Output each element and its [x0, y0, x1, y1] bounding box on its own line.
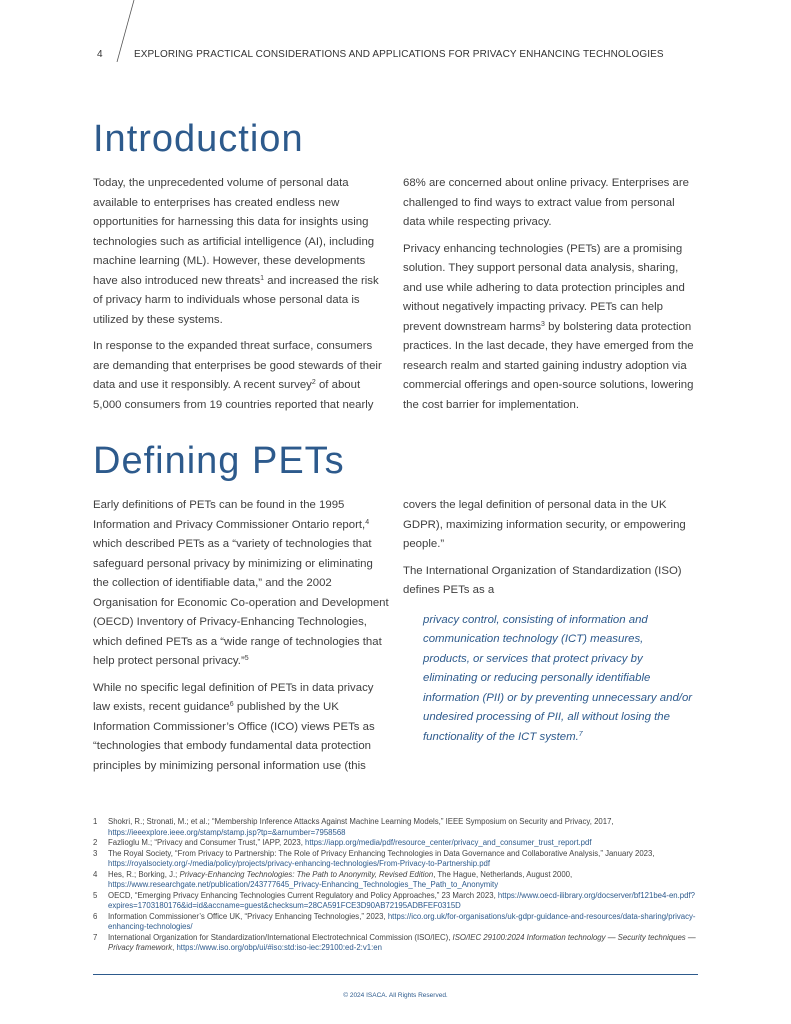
introduction-heading: Introduction — [93, 118, 304, 160]
intro-paragraph-2: In response to the expanded threat surface, consumers are demanding that enterprises be good stewards of their data and use it responsibly. A recent survey$^2$ of about 5,000 consumers from 19 countries reported that nearly — [93, 340, 382, 411]
page-number: 4 — [97, 49, 103, 60]
footnote-3: 3 The Royal Society, “From Privacy to Partnership: The Role of Privacy Enhancing Technologies in Data Governance and Collaborative Analysis,” January 2023, https://royalsociety.org/-/media/policy/projects/privacy-enhancing-technologies/From-Privacy-to-Partnership.pdf — [93, 848, 655, 868]
footnote-ref-2[interactable]: 2 — [311, 379, 316, 386]
intro-column-right — [403, 174, 699, 422]
footnote-7: 7 International Organization for Standardization/International Electrotechnical Commission (ISO/IEC), ISO/IEC 29100:2024 Information technology — Security techniques — Privacy framework, https://www.iso.org/obp/ui/#iso:std:iso-iec:29100:ed-2:v1:en — [93, 932, 696, 952]
footnote-4: 4 Hes, R.; Borking, J.; Privacy-Enhancing Technologies: The Path to Anonymity, Revised Edition, The Hague, Netherlands, August 2000, https://www.researchgate.net/publication/243777645_Privacy-Enhancing_Technologies_The_Path_to_Anonymity — [93, 869, 573, 889]
defining-column-right — [403, 496, 699, 747]
footnote-number: 2 — [93, 838, 98, 847]
footnote-ref-6[interactable]: 6 — [229, 701, 234, 708]
footnote-link[interactable]: https://ico.org.uk/for-organisations/uk-gdpr-guidance-and-resources/data-sharing/privacy-enhancing-technologies/ — [108, 911, 696, 931]
footnote-ref-3[interactable]: 3 — [541, 320, 545, 328]
footnote-number: 5 — [93, 890, 98, 900]
defining-paragraph-3: covers the legal definition of personal data in the UK GDPR), maximizing information security, or empowering people.” — [403, 499, 686, 550]
footnote-ref-1[interactable]: 1 — [260, 274, 265, 282]
footnote-ref-5[interactable]: 5 — [244, 655, 249, 662]
defining-pets-heading: Defining PETs — [93, 440, 345, 482]
defining-paragraph-1: Early definitions of PETs can be found in the 1995 Information and Privacy Commissioner Ontario report,$^4$ which described PETs as a “variety of technologies that safeguard personal privacy by minimizing or eliminating the collection of identifiable data,” and the 2002 Organisation for Economic Co-operation and Development (OECD) Inventory of Privacy-Enhancing Technologies, which defined PETs as a “wide range of technologies that help protect personal privacy.”$^5$ — [93, 499, 389, 667]
footnote-number: 1 — [93, 817, 98, 826]
footnote-link[interactable]: https://www.researchgate.net/publication/243777645_Privacy-Enhancing_Technologies_The_Path_to_Anonymity — [108, 880, 499, 889]
footnote-ref-7[interactable]: 7 — [578, 730, 583, 738]
footnote-5: 5 OECD, “Emerging Privacy Enhancing Technologies Current Regulatory and Policy Approaches,” 23 March 2023, https://www.oecd-ilibrary.org/docserver/bf121be4-en.pdf?expires=1703180176&id=id&accname=guest&checksum=28CA591FCE3D90AB72195ADBFEF0315D — [93, 890, 695, 910]
intro-paragraph-3: 68% are concerned about online privacy. Enterprises are challenged to find ways to extract value from personal data while respecting privacy. — [403, 177, 689, 228]
footnote-link[interactable]: https://www.iso.org/obp/ui/#iso:std:iso-iec:29100:ed-2:v1:en — [176, 943, 382, 952]
defining-paragraph-2: While no specific legal definition of PETs in data privacy law exists, recent guidance$^6$ published by the UK Information Commissioner’s Office (ICO) views PETs as “technologies that embody fundamental data protection principles by minimizing personal information use (this — [93, 681, 375, 772]
intro-paragraph-4: Privacy enhancing technologies (PETs) are a promising solution. They support personal data analysis, sharing, and use while adhering to data protection principles and without negatively impacting privacy. PETs can help prevent downstream harms$^3$ by bolstering data protection practices. In the last decade, they have emerged from the research realm and started gaining industry adoption via commercial offerings and open-source solutions, lowering the cost barrier for implementation. — [403, 242, 694, 411]
footnote-2: 2 Fazlioglu M.; “Privacy and Consumer Trust,” IAPP, 2023, https://iapp.org/media/pdf/resource_center/privacy_and_consumer_trust_report.pdf — [93, 838, 592, 847]
intro-column-left — [93, 174, 389, 422]
intro-paragraph-1: Today, the unprecedented volume of personal data available to enterprises has created endless new opportunities for harnessing this data for insights using technologies such as artificial intelligence (AI), including machine learning (ML). However, these developments have also introduced new threats$^1$ and increased the risk of privacy harm to individuals whose personal data is utilized by these systems. — [93, 177, 379, 326]
footnote-number: 7 — [93, 932, 98, 942]
iso-definition-quote: privacy control, consisting of information and communication technology (ICT) measures, products, or services that protect privacy by eliminating or reducing personally identifiable information (PII) or by preventing unnecessary and/or undesired processing of PII, all without losing the functionality of the ICT system.$^7$ — [423, 613, 693, 743]
footnote-link[interactable]: https://royalsociety.org/-/media/policy/projects/privacy-enhancing-technologies/From-Privacy-to-Partnership.pdf — [108, 859, 491, 868]
footnote-1: 1 Shokri, R.; Stronati, M.; et al.; “Membership Inference Attacks Against Machine Learning Models,” IEEE Symposium on Security and Privacy, 2017, https://ieeexplore.ieee.org/stamp/stamp.jsp?tp=&arnumber=7958568 — [93, 817, 614, 837]
footnotes — [93, 817, 703, 954]
defining-paragraph-4: The International Organization of Standardization (ISO) defines PETs as a — [403, 564, 682, 596]
copyright-notice: © 2024 ISACA. All Rights Reserved. — [343, 992, 448, 999]
footnote-link[interactable]: https://www.oecd-ilibrary.org/docserver/bf121be4-en.pdf?expires=1703180176&id=id&accname=guest&checksum=28CA591FCE3D90AB72195ADBFEF0315D — [108, 890, 695, 910]
footnote-link[interactable]: https://ieeexplore.ieee.org/stamp/stamp.jsp?tp=&arnumber=7958568 — [108, 827, 346, 837]
running-title: EXPLORING PRACTICAL CONSIDERATIONS AND APPLICATIONS FOR PRIVACY ENHANCING TECHNOLOGIES — [134, 49, 664, 60]
footnote-number: 3 — [93, 848, 98, 858]
footnote-6: 6 Information Commissioner’s Office UK, “Privacy Enhancing Technologies,” 2023, https://ico.org.uk/for-organisations/uk-gdpr-guidance-and-resources/data-sharing/privacy-enhancing-technologies/ — [93, 911, 696, 931]
footnote-number: 4 — [93, 869, 98, 879]
defining-column-left — [93, 496, 389, 783]
footnote-ref-4[interactable]: 4 — [365, 518, 370, 526]
footnote-link[interactable]: https://iapp.org/media/pdf/resource_center/privacy_and_consumer_trust_report.pdf — [305, 838, 592, 847]
footnote-number: 6 — [93, 911, 98, 921]
footer-divider — [93, 974, 698, 975]
